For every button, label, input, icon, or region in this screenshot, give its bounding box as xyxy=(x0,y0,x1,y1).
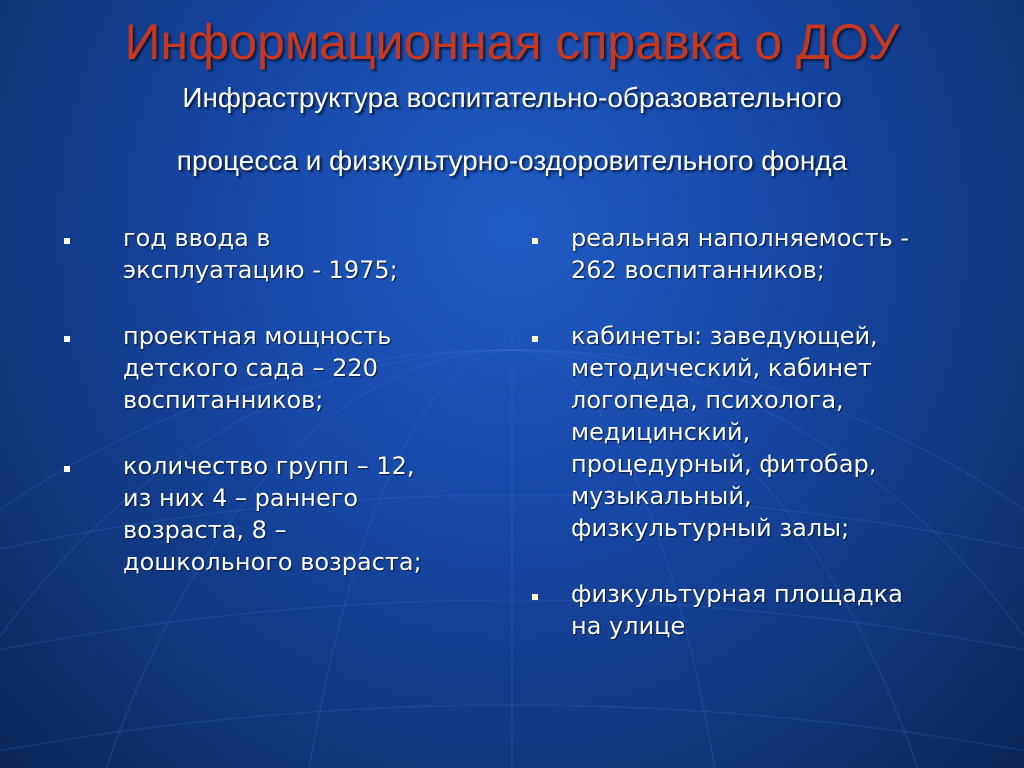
bullet-icon xyxy=(532,336,538,342)
bullet-icon xyxy=(64,466,70,472)
list-item xyxy=(528,320,998,544)
list-item xyxy=(60,222,490,286)
bullet-icon xyxy=(64,336,70,342)
list-item-text: проектная мощность детского сада – 220 воспитанников; xyxy=(123,322,392,414)
list-item-text: физкультурная площадка на улице xyxy=(571,580,903,640)
list-item xyxy=(528,578,998,642)
bullet-icon xyxy=(532,238,538,244)
slide-title: Информационная справка о ДОУ xyxy=(124,14,900,70)
left-column xyxy=(60,222,490,612)
list-item-text: год ввода в эксплуатацию - 1975; xyxy=(123,224,398,284)
list-item xyxy=(528,222,998,286)
right-column xyxy=(528,222,998,676)
bullet-icon xyxy=(532,594,538,600)
list-item xyxy=(60,450,490,578)
subtitle-line-2: процесса и физкультурно-оздоровительного фонда xyxy=(176,145,848,176)
list-item xyxy=(60,320,490,416)
list-item-text: количество групп – 12, из них 4 – раннего возраста, 8 – дошкольного возраста; xyxy=(123,452,422,576)
list-item-text: кабинеты: заведующей, методический, кабинет логопеда, психолога, медицинский, процедурный, фитобар, музыкальный, физкультурный залы; xyxy=(571,322,878,542)
list-item-text: реальная наполняемость - 262 воспитанников; xyxy=(571,224,910,284)
bullet-icon xyxy=(64,238,70,244)
subtitle-line-1: Инфраструктура воспитательно-образовательного xyxy=(182,82,842,113)
